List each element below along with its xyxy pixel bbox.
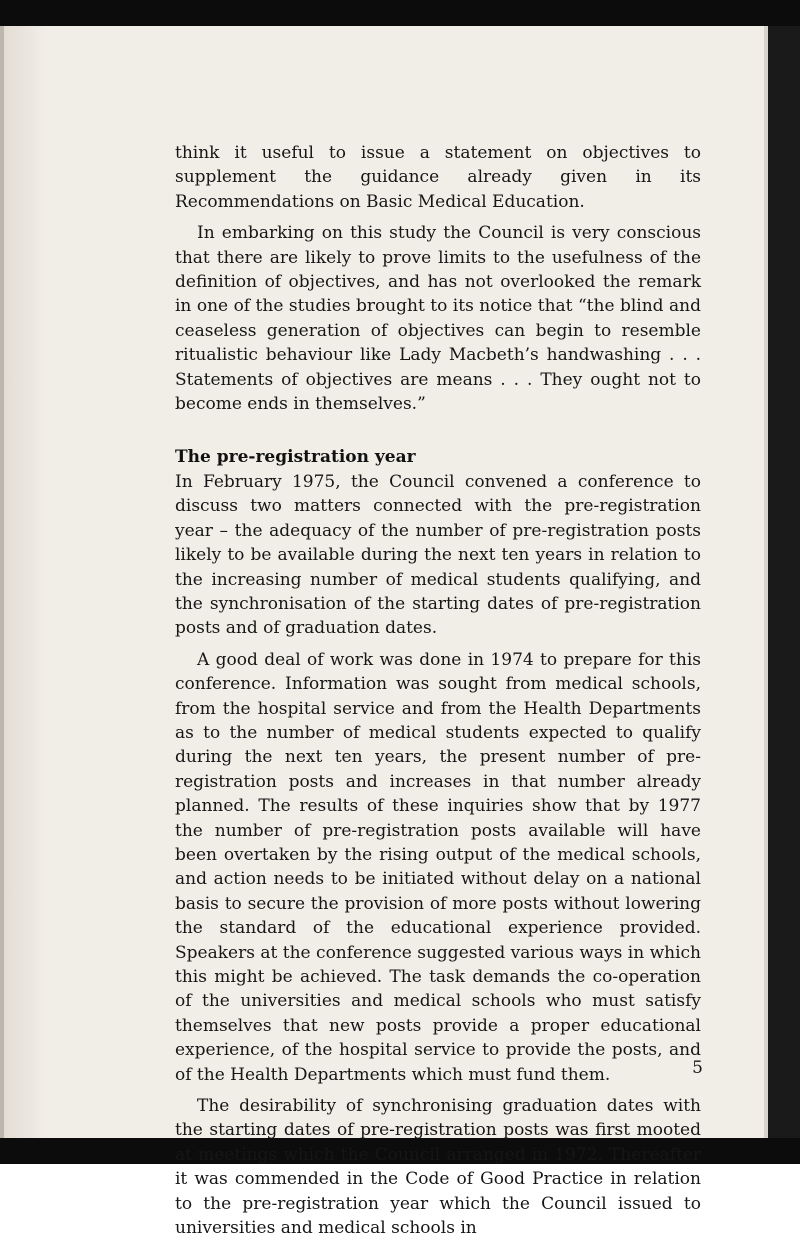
paragraph-continuation: think it useful to issue a statement on objectives to supplement the guidance already given in its Recommendations on Basic Medical Education. — [175, 143, 701, 212]
section-heading: The pre-registration year — [175, 447, 416, 468]
page-gutter-shadow — [4, 26, 46, 1138]
body-text — [175, 141, 701, 1247]
paragraph-conference: In February 1975, the Council convened a conference to discuss two matters connected with the pre-registration year – the adequacy of the number of pre-registration posts likely to be available during the next ten years in relation to the increasing number of medical students qualifying, and the synchronisation of the starting dates of pre-registration posts and of graduation dates. — [175, 471, 701, 639]
paragraph-synchronising: The desirability of synchronising graduation dates with the starting dates of pre-registration posts was first mooted at meetings which the Council arranged in 1972. Thereafter it was commended in the Code of Good Practice in relation to the pre-registration year which the Council issued to universities and medical schools in — [175, 1096, 701, 1239]
scanner-top-border — [0, 0, 800, 26]
paragraph-objectives-limits: In embarking on this study the Council is very conscious that there are likely to prove limits to the usefulness of the definition of objectives, and has not overlooked the remark in one of the studies brought to its notice that “the blind and ceaseless generation of objectives can begin to resemble ritualistic behaviour like Lady Macbeth’s handwashing . . . Statements of objectives are means . . . They ought not to become ends in themselves.” — [175, 223, 701, 415]
book-right-edge — [764, 26, 800, 1138]
paragraph-work-1974: A good deal of work was done in 1974 to prepare for this conference. Information was sought from medical schools, from the hospital service and from the Health Departments as to the number of medical students expected to qualify during the next ten years, the present number of pre-registration posts and increases in that number already planned. The results of these inquiries show that by 1977 the number of pre-registration posts available will have been overtaken by the rising output of the medical schools, and action needs to be initiated without delay on a national basis to secure the provision of more posts without lowering the standard of the educational experience provided. Speakers at the conference suggested various ways in which this might be achieved. The task demands the co-operation of the universities and medical schools who must satisfy themselves that new posts provide a proper educational experience, of the hospital service to provide the posts, and of the Health Departments which must fund them. — [175, 649, 701, 1085]
page-number: 5 — [692, 1058, 703, 1078]
